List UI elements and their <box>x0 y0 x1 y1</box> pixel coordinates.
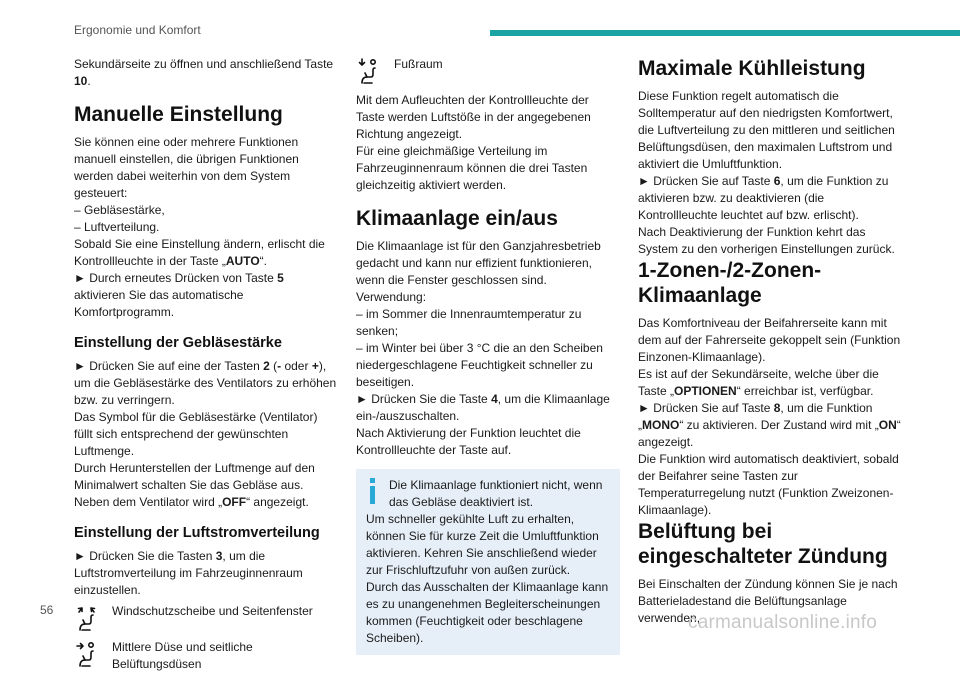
fan-paragraph: Durch Herunterstellen der Luftmenge auf den Minimalwert schalten Sie das Gebläse aus. <box>74 461 315 492</box>
ac-paragraph: Verwendung: <box>356 290 427 304</box>
section-header: Ergonomie und Komfort <box>74 23 201 37</box>
heading-manual-setting: Manuelle Einstellung <box>74 103 283 126</box>
note-paragraph: Durch das Ausschalten der Klimaanlage kann es zu unangenehmen Begleiterscheinungen kommen (Feuchtigkeit oder beschlagene Scheiben). <box>366 580 609 645</box>
column-3 <box>638 56 902 627</box>
manual-paragraph: Sobald Sie eine Einstellung ändern, erlischt die Kontrollleuchte in der Taste „AUTO“. <box>74 237 325 268</box>
ac-instruction: ► Drücken Sie die Taste 4, um die Klimaanlage ein-/auszuschalten. <box>356 392 610 423</box>
center-vents-airflow-icon <box>74 639 104 669</box>
manual-list-item: – Gebläsestärke, <box>74 203 165 217</box>
distribution-paragraph: Mit dem Aufleuchten der Kontrollleuchte der Taste werden Luftstöße in der angegebenen Richtung angezeigt. <box>356 93 591 141</box>
max-paragraph: Diese Funktion regelt automatisch die Solltemperatur auf den niedrigsten Komfortwert, die Luftverteilung zu den mittleren und seitlichen Belüftungsdüsen, den maximalen Luftstrom und aktiviert die Umluftfunktion. <box>638 89 895 171</box>
watermark: carmanualsonline.info <box>688 612 878 633</box>
manual-list-item: – Luftverteilung. <box>74 220 160 234</box>
fan-instruction: ► Drücken Sie auf eine der Tasten 2 (- oder +), um die Gebläsestärke des Ventilators zu erhöhen bzw. zu verringern. <box>74 359 337 407</box>
max-instruction: ► Drücken Sie auf Taste 6, um die Funktion zu aktivieren bzw. zu deaktivieren (die Kontrollleuchte leuchtet auf bzw. erlischt). <box>638 174 889 222</box>
header-accent-bar <box>490 30 960 36</box>
heading-max-cooling: Maximale Kühlleistung <box>638 57 866 80</box>
distribution-instruction: ► Drücken Sie die Tasten 3, um die Luftstromverteilung im Fahrzeuginnenraum einzustellen. <box>74 549 303 597</box>
zone-paragraph: Es ist auf der Sekundärseite, welche über die Taste „OPTIONEN“ erreichbar ist, verfügbar. <box>638 367 879 398</box>
column-2 <box>356 56 620 655</box>
windscreen-airflow-icon <box>74 603 104 633</box>
note-paragraph: Um schneller gekühlte Luft zu erhalten, können Sie für kurze Zeit die Umluftfunktion aktivieren. Kehren Sie anschließend wieder zur Frischluftzufuhr von außen zurück. <box>366 512 599 577</box>
zone-paragraph: Die Funktion wird automatisch deaktiviert, sobald der Beifahrer seine Tasten zur Temperaturregelung nutzt (Funktion Zweizonen-Klimaanlage). <box>638 452 899 517</box>
heading-air-conditioning: Klimaanlage ein/aus <box>356 207 558 230</box>
fan-paragraph: Neben dem Ventilator wird „OFF“ angezeigt. <box>74 495 309 509</box>
manual-instruction: ► Durch erneutes Drücken von Taste 5 aktivieren Sie das automatische Komfortprogramm. <box>74 271 284 319</box>
airflow-option-label: Windschutzscheibe und Seitenfenster <box>112 604 313 618</box>
distribution-paragraph: Für eine gleichmäßige Verteilung im Fahrzeuginnenraum können die drei Tasten gleichzeitig aktiviert werden. <box>356 144 588 192</box>
manual-paragraph: Sie können eine oder mehrere Funktionen manuell einstellen, die übrigen Funktionen werden dabei weiterhin von dem System gesteuert: <box>74 135 299 200</box>
page-number: 56 <box>40 603 54 617</box>
intro-paragraph: Sekundärseite zu öffnen und anschließend Taste 10. <box>74 57 334 88</box>
airflow-option-windscreen <box>74 603 338 633</box>
fan-paragraph: Das Symbol für die Gebläsestärke (Ventilator) füllt sich entsprechend der gewünschten Luftmenge. <box>74 410 318 458</box>
ac-paragraph: Nach Aktivierung der Funktion leuchtet die Kontrollleuchte der Taste auf. <box>356 426 581 457</box>
heading-ventilation-ignition: Belüftung bei eingeschalteter Zündung <box>638 520 888 568</box>
note-paragraph: Die Klimaanlage funktioniert nicht, wenn das Gebläse deaktiviert ist. <box>389 478 603 509</box>
column-1 <box>74 56 338 679</box>
airflow-option-center-vents <box>74 639 338 673</box>
footwell-airflow-icon <box>356 56 386 86</box>
info-icon <box>366 478 379 509</box>
max-paragraph: Nach Deaktivierung der Funktion kehrt das System zu den vorherigen Einstellungen zurück. <box>638 225 895 256</box>
airflow-option-label: Mittlere Düse und seitliche Belüftungsdüsen <box>112 640 253 671</box>
ac-paragraph: Die Klimaanlage ist für den Ganzjahresbetrieb gedacht und kann nur effizient funktionieren, wenn die Fenster geschlossen sind. <box>356 239 601 287</box>
heading-zone-climate: 1-Zonen-/2-Zonen-Klimaanlage <box>638 259 822 307</box>
ac-list-item: – im Winter bei über 3 °C die an den Scheiben niedergeschlagene Feuchtigkeit schneller zu beseitigen. <box>356 341 603 389</box>
zone-paragraph: Das Komfortniveau der Beifahrerseite kann mit dem auf der Fahrerseite gekoppelt sein (Funktion Einzonen-Klimaanlage). <box>638 316 901 364</box>
heading-air-distribution: Einstellung der Luftstromverteilung <box>74 525 320 541</box>
info-note-box <box>356 469 620 655</box>
ac-list-item: – im Sommer die Innenraumtemperatur zu senken; <box>356 307 582 338</box>
heading-fan-speed: Einstellung der Gebläsestärke <box>74 335 282 351</box>
airflow-option-label: Fußraum <box>394 57 443 71</box>
zone-instruction: ► Drücken Sie auf Taste 8, um die Funktion „MONO“ zu aktivieren. Der Zustand wird mit „ON“ angezeigt. <box>638 401 901 449</box>
vent-paragraph: Bei Einschalten der Zündung können Sie je nach Batterieladestand die Belüftungsanlage verwenden, <box>638 577 898 625</box>
airflow-option-footwell <box>356 56 620 86</box>
